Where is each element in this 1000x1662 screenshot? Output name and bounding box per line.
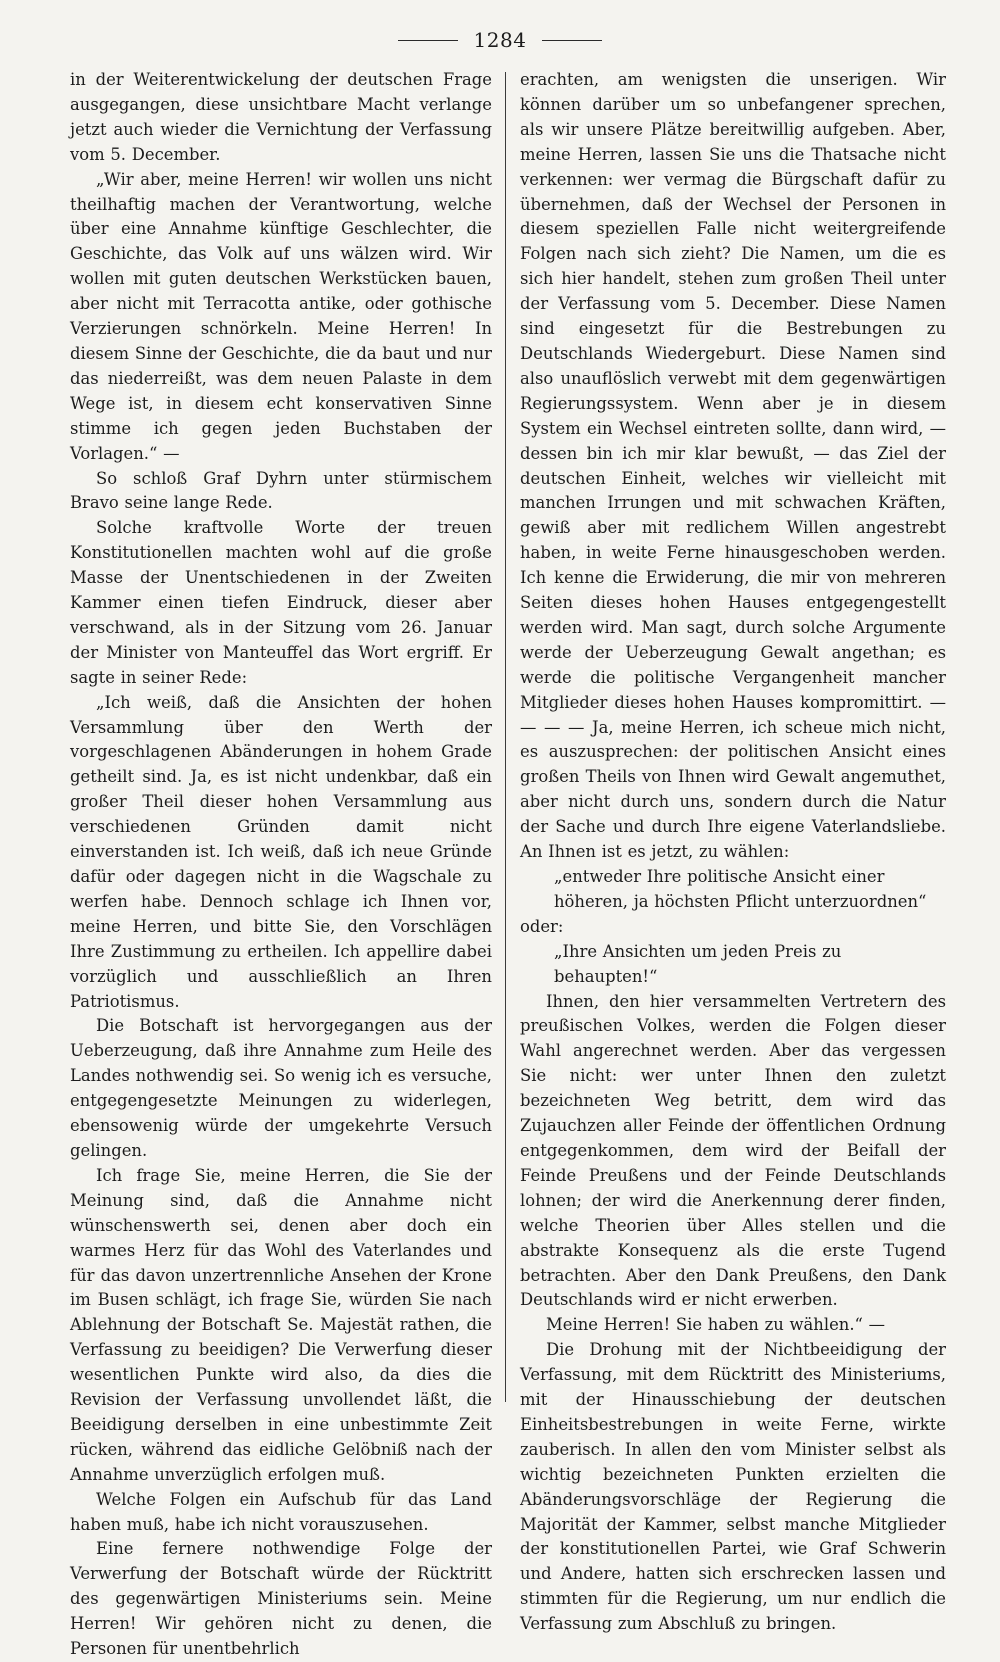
paragraph: erachten, am wenigsten die unserigen. Wir können darüber um so unbefangener sprechen, als wir unsere Plätze bereitwillig aufgeben. Aber, meine Herren, lassen Sie uns die Thatsache nicht verkennen: wer vermag die Bürgschaft dafür zu übernehmen, daß der Wechsel der Personen in diesem speziellen Falle nicht weitergreifende Folgen nach sich zieht? Die Namen, um die es sich hier handelt, stehen zum großen Theil unter der Verfassung vom 5. December. Diese Namen sind eingesetzt für die Bestrebungen zu Deutschlands Wiedergeburt. Diese Namen sind also unauflöslich verwebt mit dem gegenwärtigen Regierungssystem. Wenn aber je in diesem System ein Wechsel eintreten sollte, dann wird, — dessen bin ich mir klar bewußt, — das Ziel der deutschen Einheit, welches wir vielleicht mit manchen Irrungen und mit schwachen Kräften, gewiß aber mit redlichem Willen angestrebt haben, in weite Ferne hinausgeschoben werden. Ich kenne die Erwiderung, die mir von mehreren Seiten dieses hohen Hauses entgegengestellt werden wird. Man sagt, durch solche Argumente werde der Ueberzeugung Gewalt angethan; es werde die politische Vergangenheit mancher Mitglieder dieses hohen Hauses kompromittirt. — — — — Ja, meine Herren, ich scheue mich nicht, es auszusprechen: der politischen Ansicht eines großen Theils von Ihnen wird Gewalt angemuthet, aber nicht durch uns, sondern durch die Natur der Sache und durch Ihre eigene Vaterlandsliebe. An Ihnen ist es jetzt, zu wählen: (520, 70, 946, 862)
column-divider (505, 72, 506, 1402)
quotation: „Ihre Ansichten um jeden Preis zu behaupten!“ (554, 941, 842, 986)
paragraph: in der Weiterentwickelung der deutschen Frage ausgegangen, diese unsichtbare Macht verlange jetzt auch wieder die Vernichtung der Verfassung vom 5. December. (70, 70, 492, 164)
paragraph: Ihnen, den hier versammelten Vertretern des preußischen Volkes, werden die Folgen dieser Wahl angerechnet werden. Aber das vergessen Sie nicht: wer unter Ihnen den zuletzt bezeichneten Weg betritt, dem wird das Zujauchzen aller Feinde der öffentlichen Ordnung entgegenkommen, dem wird der Beifall der Feinde Preußens und der Feinde Deutschlands lohnen; der wird die Anerkennung derer finden, welche Theorien über Alles stellen und die abstrakte Konsequenz als die erste Tugend betrachten. Aber den Dank Preußens, den Dank Deutschlands wird er nicht erwerben. (520, 991, 946, 1310)
paragraph: Eine fernere nothwendige Folge der Verwerfung der Botschaft würde der Rücktritt des gegenwärtigen Ministeriums sein. Meine Herren! Wir gehören nicht zu denen, die Personen für unentbehrlich (70, 1539, 492, 1659)
paragraph: oder: (520, 916, 564, 936)
page-header (0, 28, 1000, 52)
paragraph: So schloß Graf Dyhrn unter stürmischem Bravo seine lange Rede. (70, 468, 492, 513)
paragraph: Die Drohung mit der Nichtbeeidigung der Verfassung, mit dem Rücktritt des Ministeriums, mit der Hinausschiebung der deutschen Einheitsbestrebungen in weite Ferne, wirkte zauberisch. In allen den vom Minister selbst als wichtig bezeichneten Punkten erzielten die Abänderungsvorschläge der Regierung die Majorität der Kammer, selbst manche Mitglieder der konstitutionellen Partei, wie Graf Schwerin und Andere, hatten sich erschrecken lassen und stimmten für die Regierung, um nur endlich die Verfassung zum Abschluß zu bringen. (520, 1340, 946, 1634)
paragraph: Ich frage Sie, meine Herren, die Sie der Meinung sind, daß die Annahme nicht wünschenswerth sei, denen aber doch ein warmes Herz für das Wohl des Vaterlandes und für das davon unzertrennliche Ansehen der Krone im Busen schlägt, ich frage Sie, würden Sie nach Ablehnung der Botschaft Se. Majestät rathen, die Verfassung zu beeidigen? Die Verwerfung dieser wesentlichen Punkte wird also, da dies die Revision der Verfassung unvollendet läßt, die Beeidigung derselben in eine unbestimmte Zeit rücken, während das eidliche Gelöbniß nach der Annahme unverzüglich erfolgen muß. (70, 1165, 492, 1484)
paragraph: Solche kraftvolle Worte der treuen Konstitutionellen machten wohl auf die große Masse der Unentschiedenen in der Zweiten Kammer einen tiefen Eindruck, dieser aber verschwand, als in der Sitzung vom 26. Januar der Minister von Manteuffel das Wort ergriff. Er sagte in seiner Rede: (70, 518, 492, 687)
left-column (70, 68, 492, 1662)
paragraph: „Ich weiß, daß die Ansichten der hohen Versammlung über den Werth der vorgeschlagenen Abänderungen in hohem Grade getheilt sind. Ja, es ist nicht undenkbar, daß ein großer Theil dieser hohen Versammlung aus verschiedenen Gründen damit nicht einverstanden ist. Ich weiß, daß ich neue Gründe dafür oder dagegen nicht in die Wagschale zu werfen habe. Dennoch schlage ich Ihnen vor, meine Herren, und bitte Sie, den Vorschlägen Ihre Zustimmung zu ertheilen. Ich appellire dabei vorzüglich und ausschließlich an Ihren Patriotismus. (70, 692, 492, 1011)
paragraph: Welche Folgen ein Aufschub für das Land haben muß, habe ich nicht vorauszusehen. (70, 1489, 492, 1534)
header-rule-left (398, 40, 458, 41)
paragraph: Die Botschaft ist hervorgegangen aus der Ueberzeugung, daß ihre Annahme zum Heile des Landes nothwendig sei. So wenig ich es versuche, entgegengesetzte Meinungen zu widerlegen, ebensowenig würde der umgekehrte Versuch gelingen. (70, 1016, 492, 1160)
page-number: 1284 (473, 28, 527, 52)
paragraph: Meine Herren! Sie haben zu wählen.“ — (546, 1315, 886, 1335)
right-column (520, 68, 946, 1637)
paragraph: „Wir aber, meine Herren! wir wollen uns nicht theilhaftig machen der Verantwortung, welche über eine Annahme künftige Geschlechter, die Geschichte, das Volk auf uns wälzen wird. Wir wollen mit guten deutschen Werkstücken bauen, aber nicht mit Terracotta antike, oder gothische Verzierungen schnörkeln. Meine Herren! In diesem Sinne der Geschichte, die da baut und nur das niederreißt, was dem neuen Palaste in dem Wege ist, in diesem echt konservativen Sinne stimme ich gegen jeden Buchstaben der Vorlagen.“ — (70, 169, 492, 463)
header-rule-right (542, 40, 602, 41)
quotation: „entweder Ihre politische Ansicht einer höheren, ja höchsten Pflicht unterzuordnen“ (554, 867, 927, 911)
